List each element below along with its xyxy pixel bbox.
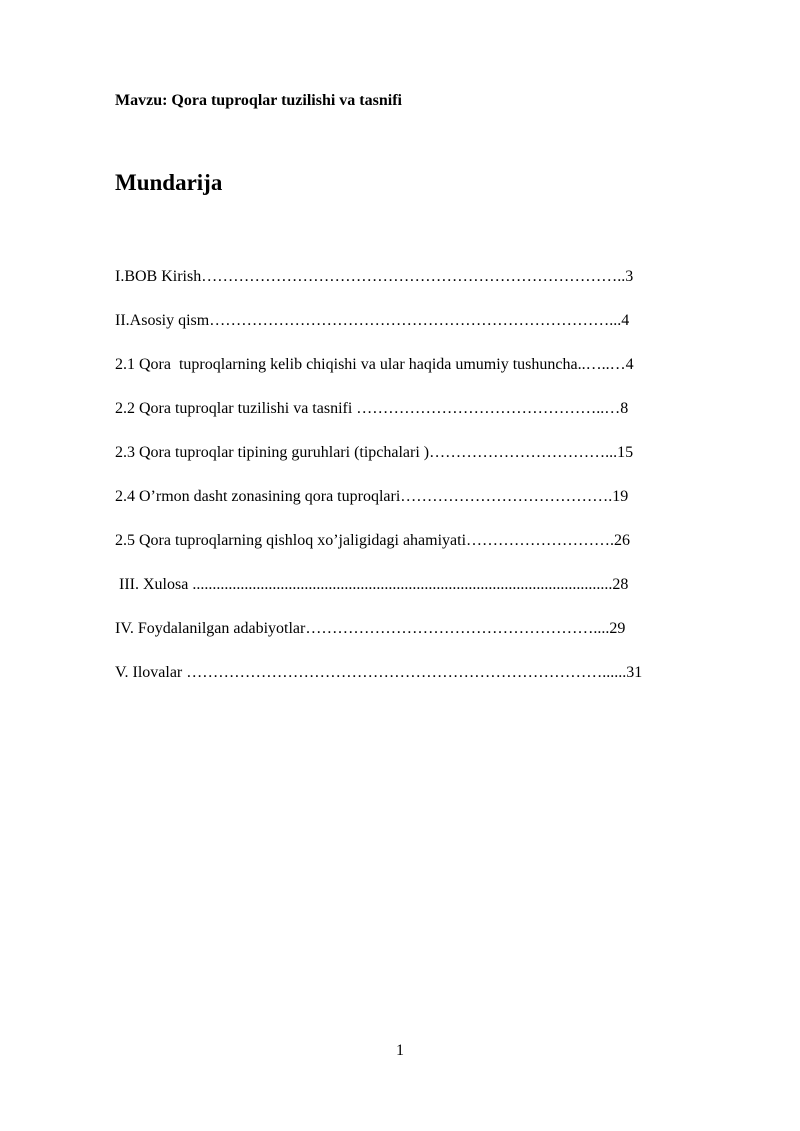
toc-entry: 2.1 Qora tuproqlarning kelib chiqishi va ular haqida umumiy tushuncha..…..…4 [115,356,634,373]
toc-entry: 2.5 Qora tuproqlarning qishloq xo’jaligidagi ahamiyati……………………….26 [115,532,631,549]
toc-entry: I.BOB Kirish……………………………………………………………………..3 [115,268,634,285]
toc-entry: 2.4 O’rmon dasht zonasining qora tuproqlari………………………………….19 [115,488,629,505]
table-of-contents-heading: Mundarija [115,170,223,195]
toc-entry: IV. Foydalanilgan adabiyotlar………………………………………………....29 [115,620,626,637]
toc-entry: III. Xulosa .........................................................................................................28 [115,576,629,593]
document-topic: Mavzu: Qora tuproqlar tuzilishi va tasnifi [115,92,402,109]
toc-entry: 2.2 Qora tuproqlar tuzilishi va tasnifi ………………………………………..…8 [115,400,629,417]
toc-entry: V. Ilovalar ……………………………………………………………………......31 [115,664,643,681]
toc-entry: II.Asosiy qism…………………………………………………………………...4 [115,312,630,329]
table-of-contents [115,266,642,706]
page-number: 1 [396,1042,404,1059]
toc-entry: 2.3 Qora tuproqlar tipining guruhlari (tipchalari )……………………………...15 [115,444,634,461]
